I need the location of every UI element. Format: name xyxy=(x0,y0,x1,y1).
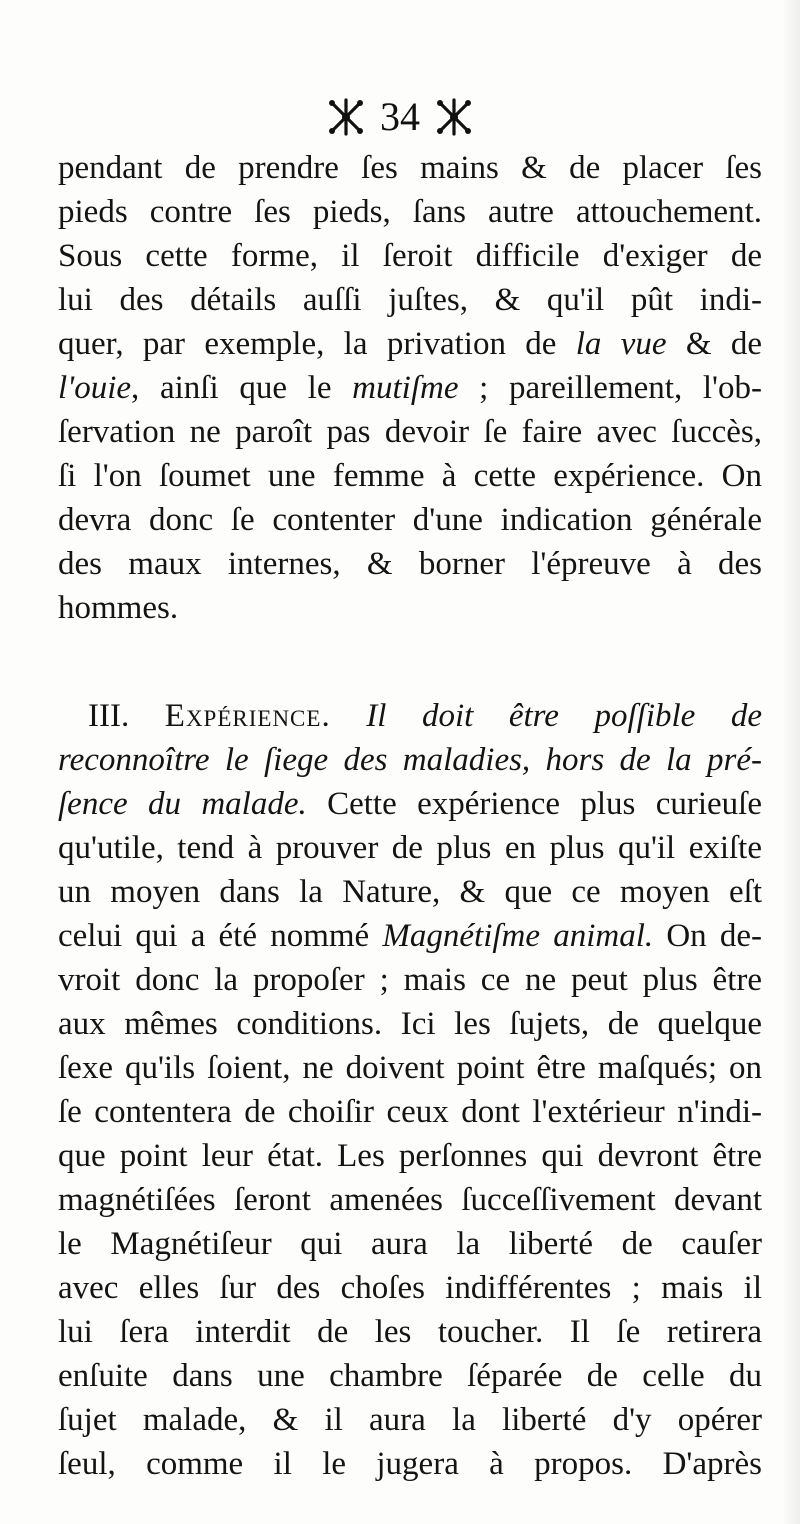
text-line xyxy=(58,366,762,410)
text-line: lui ſera interdit de les toucher. Il ſe retirera xyxy=(58,1314,762,1350)
italic-term-la-vue: la vue xyxy=(575,326,667,362)
text-line: vroit donc la propoſer ; mais ce ne peut plus être xyxy=(58,962,762,998)
italic-proposition: Il doit être poſſible de xyxy=(366,698,762,734)
text-body xyxy=(58,146,762,1486)
italic-term-magnetisme-animal: Magnétiſme animal. xyxy=(382,918,654,954)
section-heading: Expérience. xyxy=(164,698,331,734)
asterism-ornament-right-icon xyxy=(434,97,474,137)
text-line xyxy=(58,914,762,958)
text-run: On de- xyxy=(653,918,762,954)
page-number: 34 xyxy=(380,94,420,139)
text-line: reconnoître le ſiege des maladies, hors de la pré- xyxy=(58,742,762,778)
text-line: le Magnétiſeur qui aura la liberté de cauſer xyxy=(58,1226,762,1262)
paragraph-gap xyxy=(58,630,762,694)
text-line: ſervation ne paroît pas devoir ſe faire avec ſuccès, xyxy=(58,414,762,450)
running-header xyxy=(0,92,800,142)
asterism-ornament-left-icon xyxy=(326,97,366,137)
text-line: pendant de prendre ſes mains & de placer ſes xyxy=(58,150,762,186)
text-line: magnétiſées ſeront amenées ſucceſſivement devant xyxy=(58,1182,762,1218)
text-line: devra donc ſe contenter d'une indication générale xyxy=(58,502,762,538)
section-heading-line xyxy=(58,694,762,738)
text-line: hommes. xyxy=(58,590,179,626)
text-line: lui des détails auſſi juſtes, & qu'il pût indi- xyxy=(58,282,762,318)
text-line: aux mêmes conditions. Ici les ſujets, de quelque xyxy=(58,1006,762,1042)
text-run: & de xyxy=(666,326,762,362)
italic-term-mutisme: mutiſme xyxy=(352,370,459,406)
text-run: celui qui a été nommé xyxy=(58,918,383,954)
text-line: Sous cette forme, il ſeroit difficile d'exiger de xyxy=(58,238,762,274)
text-line: que point leur état. Les perſonnes qui devront être xyxy=(58,1138,762,1174)
section-numeral: III. xyxy=(88,698,130,734)
text-line: ſeul, comme il le jugera à propos. D'après xyxy=(58,1446,762,1482)
text-line: pieds contre ſes pieds, ſans autre attouchement. xyxy=(58,194,762,230)
text-line: ſujet malade, & il aura la liberté d'y opérer xyxy=(58,1402,762,1438)
text-line: des maux internes, & borner l'épreuve à des xyxy=(58,546,762,582)
text-run: quer, par exemple, la privation de xyxy=(58,326,576,362)
italic-term-ouie: l'ouie xyxy=(58,370,132,406)
text-line xyxy=(58,782,762,826)
text-line: enſuite dans une chambre ſéparée de celle du xyxy=(58,1358,762,1394)
italic-proposition-end: ſence du malade. xyxy=(58,786,307,822)
text-line: ſe contentera de choiſir ceux dont l'extérieur n'indi- xyxy=(58,1094,762,1130)
text-line: qu'utile, tend à prouver de plus en plus qu'il exiſte xyxy=(58,830,762,866)
text-line: avec elles ſur des choſes indifférentes ; mais il xyxy=(58,1270,762,1306)
text-run: , ainſi que le xyxy=(131,370,353,406)
text-run: Cette expérience plus curieuſe xyxy=(306,786,762,822)
text-line xyxy=(58,322,762,366)
text-run: ; pareillement, l'ob- xyxy=(458,370,762,406)
text-line: ſi l'on ſoumet une femme à cette expérience. On xyxy=(58,458,762,494)
text-line: ſexe qu'ils ſoient, ne doivent point être maſqués; on xyxy=(58,1050,762,1086)
text-line: un moyen dans la Nature, & que ce moyen eſt xyxy=(58,874,762,910)
